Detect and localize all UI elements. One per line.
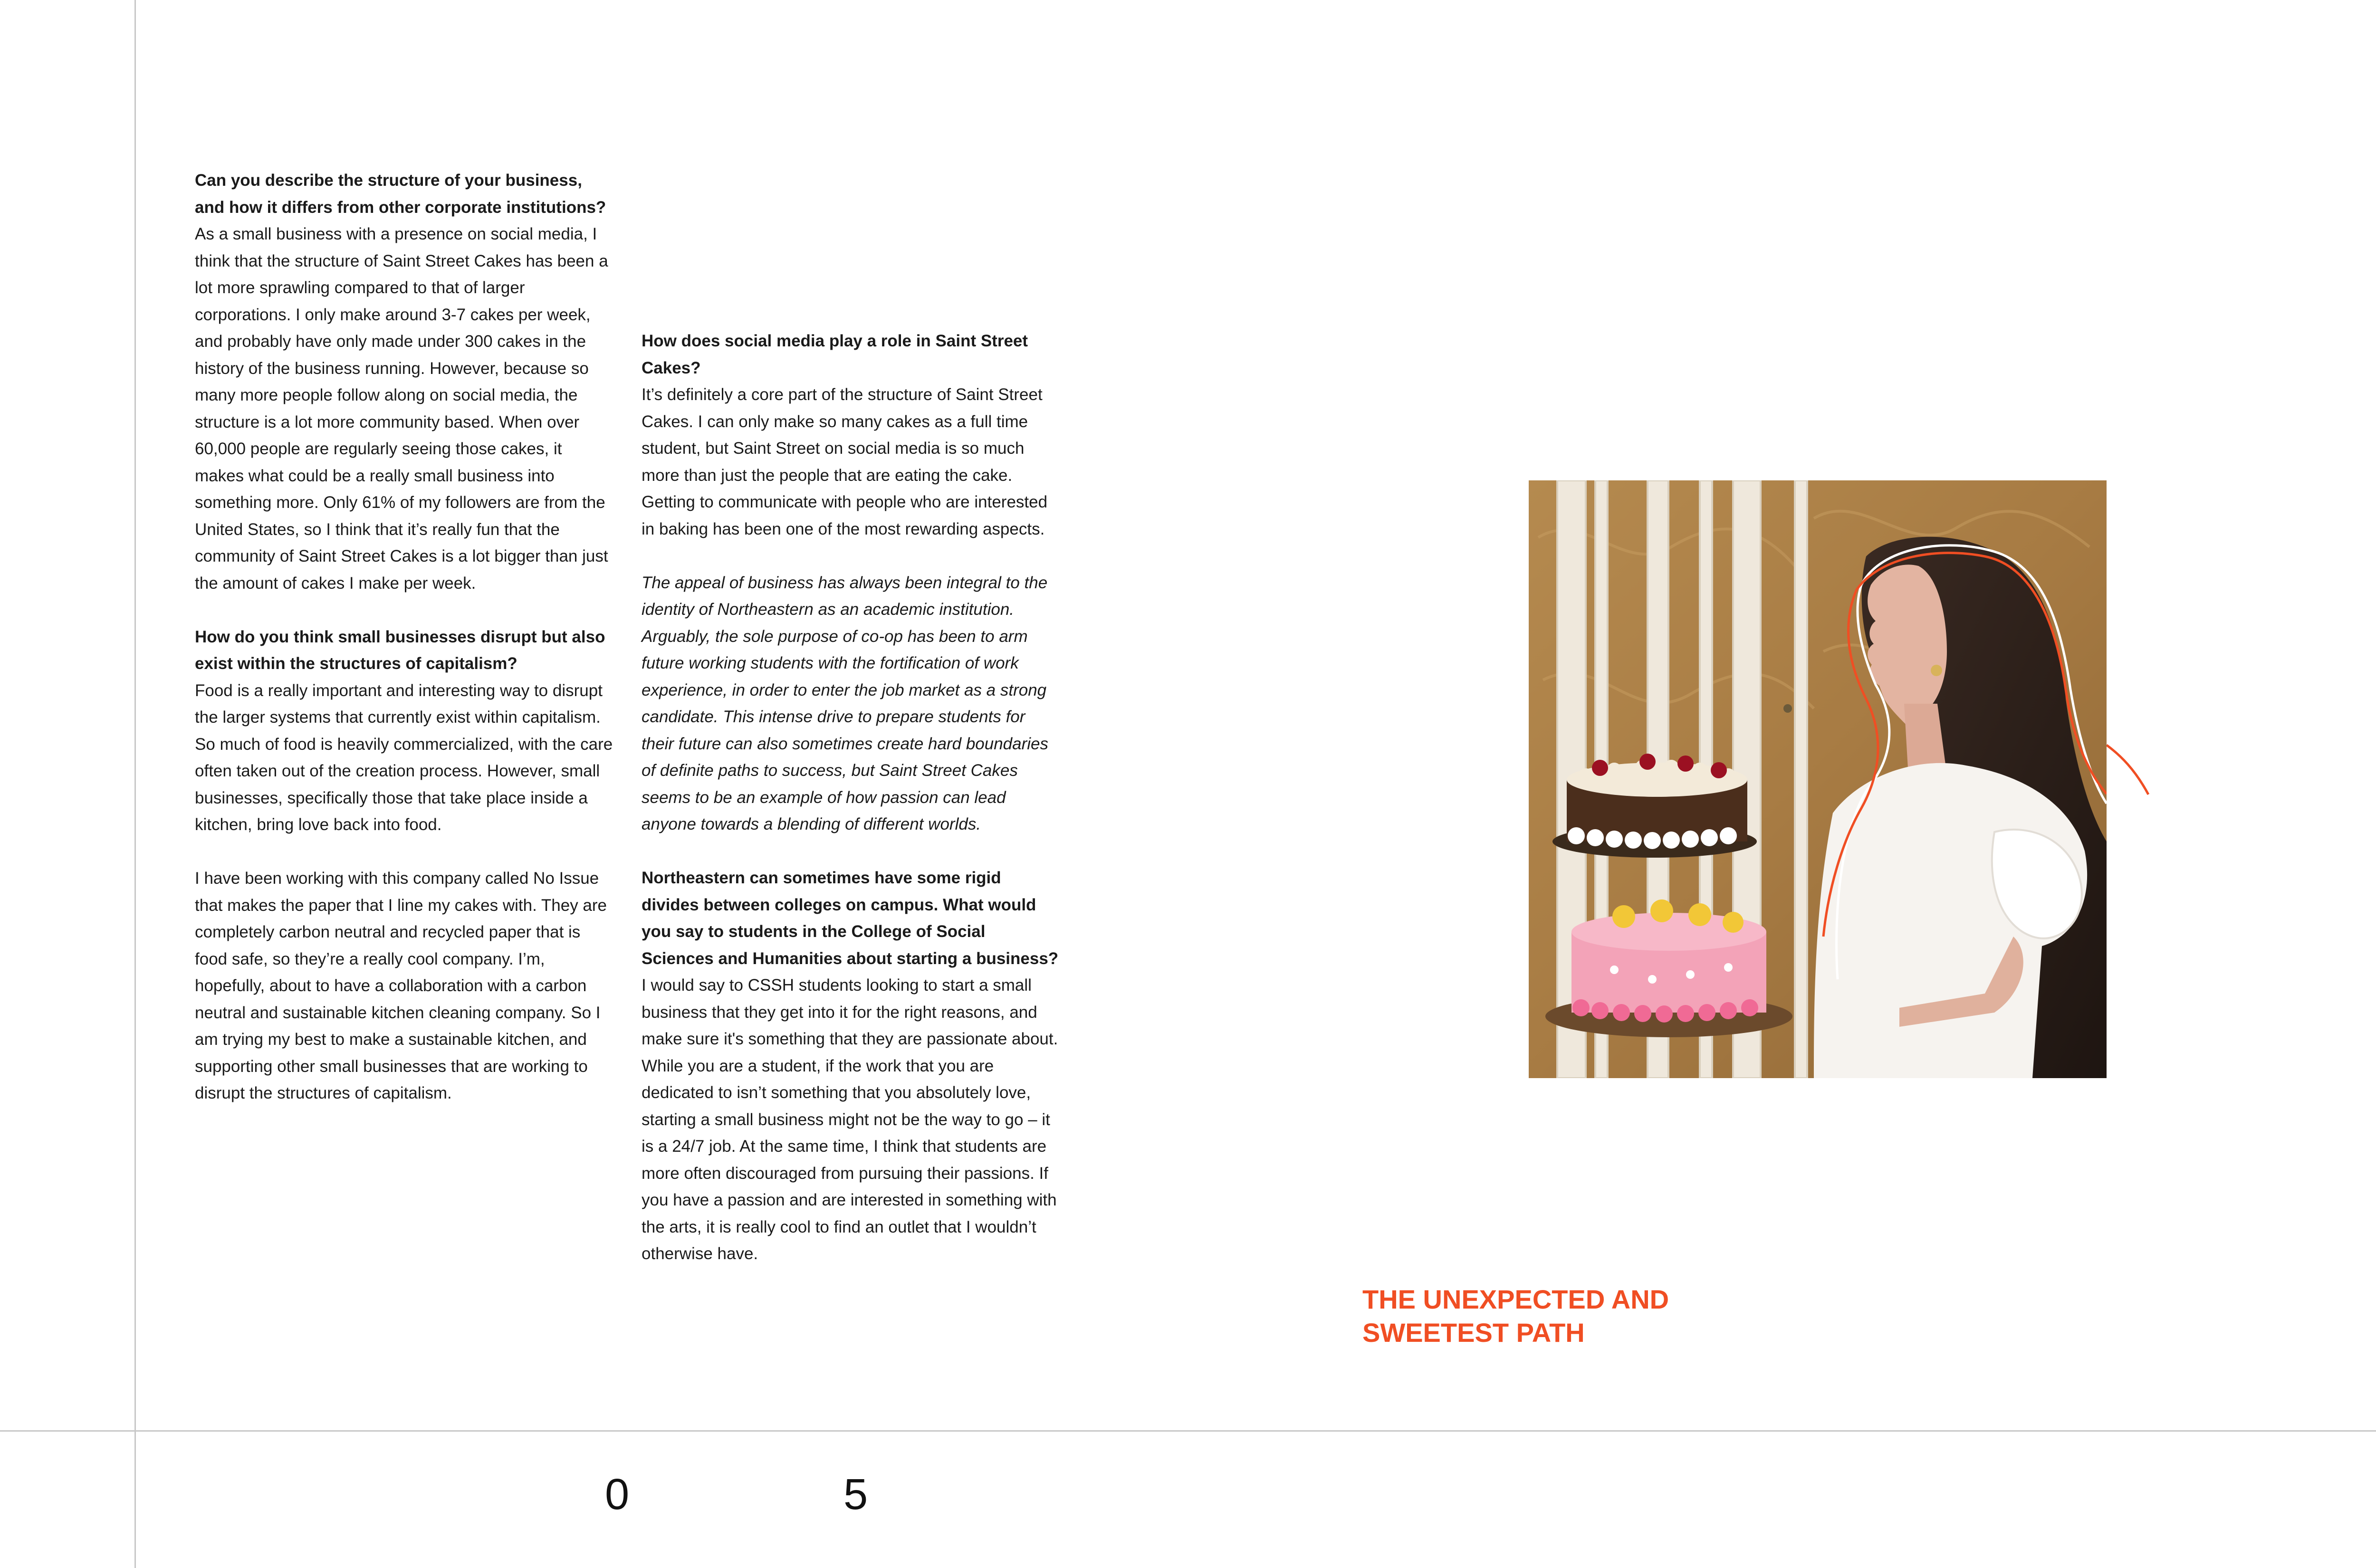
baker-with-cakes-photo bbox=[1529, 480, 2107, 1078]
outline-trace-extension bbox=[2107, 741, 2149, 798]
headline-line-2: SWEETEST PATH bbox=[1362, 1318, 1585, 1348]
interview-answer: I would say to CSSH students looking to start a small business that they get into it for the right reasons, and make sure it's something that they are passionate about. While you are a student, if the work that you are dedicated to isn’t something that you absolutely love, starting a small business might not be the way to go – it is a 24/7 job. At the same time, I think that students are more often discouraged from pursuing their passions. If you have a passion and are interested in something with the arts, it is really cool to find an outlet that I wouldn’t otherwise have. bbox=[642, 976, 1058, 1263]
page-number-digit-1: 0 bbox=[605, 1470, 630, 1519]
interview-answer: As a small business with a presence on social media, I think that the structure of Saint Street Cakes has been a lot more sprawling compared to that of larger corporations. I only make around 3-7 cakes per week, and probably have only made under 300 cakes in the history of the business running. However, because so many more people follow along on social media, the structure is a lot more community based. When over 60,000 people are regularly seeing those cakes, it makes what could be a really small business into something more. Only 61% of my followers are from the United States, so I think that it’s really fun that the community of Saint Street Cakes is a lot bigger than just the amount of cakes I make per week. bbox=[195, 225, 608, 593]
interview-question: Can you describe the structure of your business, and how it differs from other corporate institutions? bbox=[195, 171, 606, 217]
interview-answer: It’s definitely a core part of the structure of Saint Street Cakes. I can only make so many cakes as a full time student, but Saint Street on social media is so much more than just the people that are eating the cake. Getting to communicate with people who are interested in baking has been one of the most rewarding aspects. bbox=[642, 385, 1048, 538]
page-number-digit-2: 5 bbox=[843, 1470, 868, 1519]
interview-answer-continued: I have been working with this company called No Issue that makes the paper that I line my cakes with. They are completely carbon neutral and recycled paper that is food safe, so they’re a really cool company. I’m, hopefully, about to have a collaboration with a carbon neutral and sustainable kitchen cleaning company. So I am trying my best to make a sustainable kitchen, and supporting other small businesses that are working to disrupt the structures of capitalism. bbox=[195, 869, 607, 1102]
interview-answer: Food is a really important and interesting way to disrupt the larger systems that currently exist within capitalism. So much of food is heavily commercialized, with the care often taken out of the creation process. However, small businesses, specifically those that take place inside a kitchen, bring love back into food. bbox=[195, 681, 613, 834]
interview-question: Northeastern can sometimes have some rigid divides between colleges on campus. What would you say to students in the College of Social Sciences and Humanities about starting a business? bbox=[642, 869, 1059, 968]
text-column-left bbox=[195, 167, 613, 1107]
interview-question: How does social media play a role in Saint Street Cakes? bbox=[642, 332, 1028, 377]
editorial-paragraph: The appeal of business has always been integral to the identity of Northeastern as an academic institution. Arguably, the sole purpose of co-op has been to arm future working students with the fortification of work experience, in order to enter the job market as a strong candidate. This intense drive to prepare students for their future can also sometimes create hard boundaries of definite paths to success, but Saint Street Cakes seems to be an example of how passion can lead anyone towards a blending of different worlds. bbox=[642, 573, 1049, 833]
headline-line-1: THE UNEXPECTED AND bbox=[1362, 1284, 1669, 1314]
interview-question: How do you think small businesses disrupt but also exist within the structures of capitalism? bbox=[195, 627, 605, 673]
article-headline bbox=[1362, 1283, 1885, 1349]
text-column-right bbox=[642, 328, 1060, 1268]
left-margin-rule bbox=[134, 0, 136, 1568]
footer-rule bbox=[0, 1430, 2376, 1432]
